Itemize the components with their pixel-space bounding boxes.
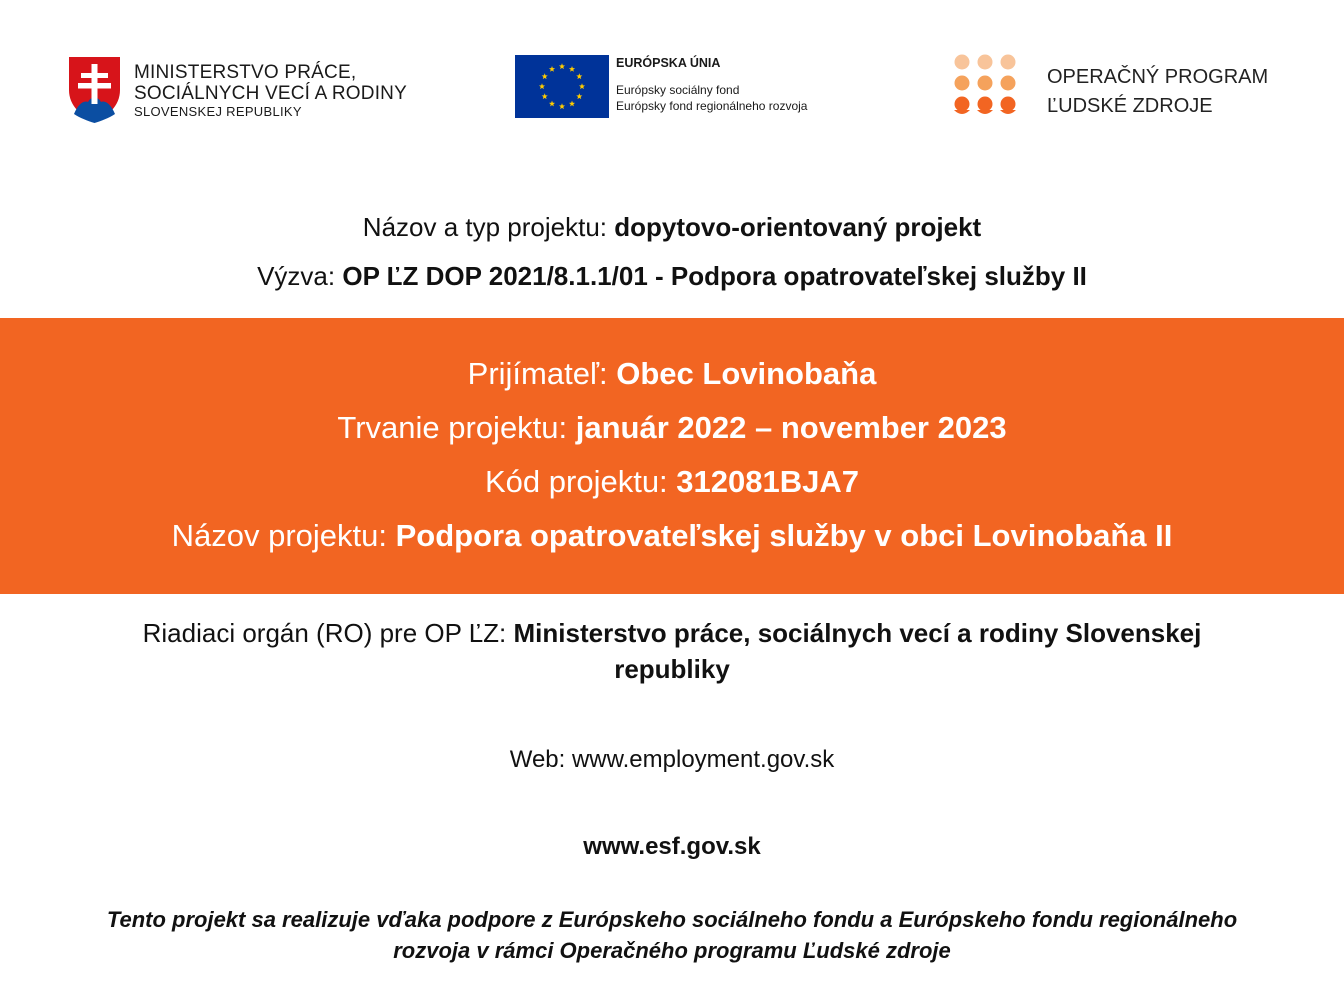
code-value: 312081BJA7 (676, 464, 859, 499)
eu-logo (515, 55, 845, 119)
project-type-value: dopytovo-orientovaný projekt (614, 212, 982, 242)
op-dot-icon (978, 55, 993, 70)
web-link[interactable]: Web: www.employment.gov.sk (509, 746, 835, 773)
recipient (0, 354, 1344, 394)
eu-fund-regional: Európsky fond regionálneho rozvoja (616, 99, 808, 113)
authority-label: Riadiaci orgán (RO) pre OP ĽZ: (142, 618, 514, 648)
managing-authority-line2 (0, 652, 1344, 686)
op-name-line2: ĽUDSKÉ ZDROJE (1047, 95, 1213, 117)
people-dots-icon (951, 54, 1019, 118)
name-value: Podpora opatrovateľskej služby v obci Lovinobaňa II (395, 518, 1173, 553)
code-label: Kód projektu: (485, 464, 677, 499)
eu-title: EURÓPSKA ÚNIA (616, 56, 721, 70)
project-call-label: Výzva: (257, 261, 343, 291)
project-name (0, 516, 1344, 556)
ministry-name-line2: SOCIÁLNYCH VECÍ A RODINY (134, 83, 407, 104)
eu-fund-social: Európsky sociálny fond (616, 83, 740, 97)
project-duration (0, 408, 1344, 448)
operational-program-logo (951, 54, 1281, 120)
op-dot-icon (955, 97, 970, 112)
project-type (0, 210, 1344, 244)
eu-flag-icon (515, 55, 609, 118)
duration-value: január 2022 – november 2023 (575, 410, 1007, 445)
project-call (0, 259, 1344, 293)
op-dot-icon (955, 55, 970, 70)
esf-web-link[interactable]: www.esf.gov.sk (583, 833, 761, 860)
ministry-logo (66, 54, 446, 126)
op-person-body-icon (1000, 110, 1016, 114)
footer-line1: Tento projekt sa realizuje vďaka podpore z Európskeho sociálneho fondu a Európskeho fondu regionálneho (106, 907, 1238, 932)
project-call-value: OP ĽZ DOP 2021/8.1.1/01 - Podpora opatrovateľskej služby II (342, 261, 1087, 291)
op-dot-icon (1001, 76, 1016, 91)
project-info-band (0, 318, 1344, 594)
op-name-line1: OPERAČNÝ PROGRAM (1047, 66, 1269, 88)
op-dot-icon (978, 76, 993, 91)
managing-authority-line1 (0, 616, 1344, 650)
op-person-body-icon (954, 110, 970, 114)
recipient-label: Prijímateľ: (467, 356, 617, 391)
op-dot-icon (955, 76, 970, 91)
project-type-label: Názov a typ projektu: (362, 212, 615, 242)
project-code (0, 462, 1344, 502)
op-person-body-icon (977, 110, 993, 114)
authority-value-line1: Ministerstvo práce, sociálnych vecí a rodiny Slovenskej (513, 618, 1202, 648)
ministry-name-line1: MINISTERSTVO PRÁCE, (134, 62, 357, 83)
duration-label: Trvanie projektu: (337, 410, 576, 445)
ministry-name-line3: SLOVENSKEJ REPUBLIKY (134, 104, 302, 119)
slovak-coat-of-arms-icon (66, 54, 123, 124)
op-dot-icon (978, 97, 993, 112)
footer-line2: rozvoja v rámci Operačného programu Ľudské zdroje (393, 938, 951, 963)
authority-value-line2: republiky (614, 654, 730, 684)
name-label: Názov projektu: (171, 518, 396, 553)
op-dot-icon (1001, 55, 1016, 70)
recipient-value: Obec Lovinobaňa (616, 356, 877, 391)
op-dot-icon (1001, 97, 1016, 112)
